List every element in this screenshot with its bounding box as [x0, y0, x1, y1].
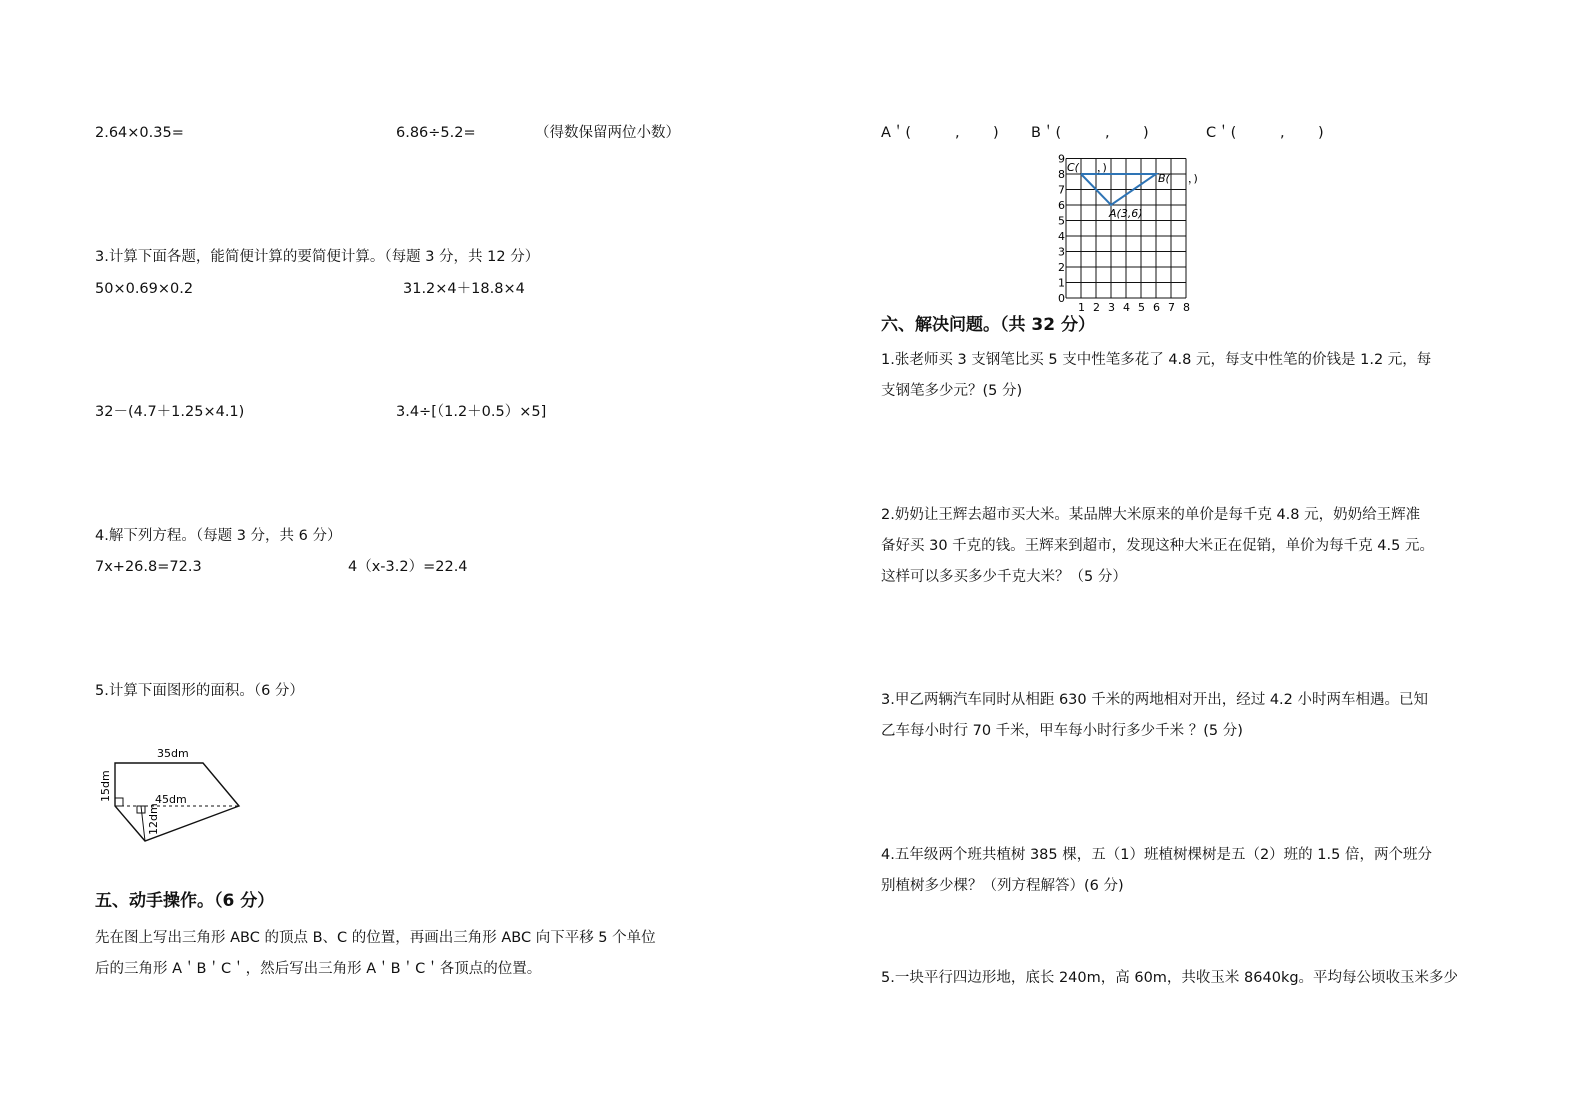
section-6-heading: 六、解决问题。（共 32 分） — [881, 315, 1095, 335]
q3-title: 3.计算下面各题，能简便计算的要简便计算。（每题 3 分，共 12 分） — [95, 249, 540, 265]
x-tick-label: 2 — [1093, 301, 1100, 314]
x-tick-label: 3 — [1108, 301, 1115, 314]
section-5-line-1: 先在图上写出三角形 ABC 的顶点 B、C 的位置，再画出三角形 ABC 向下平移 5 个单位 — [95, 930, 656, 946]
label-base: 45dm — [155, 793, 187, 806]
q3-expr-1: 50×0.69×0.2 — [95, 281, 194, 297]
problem-1-line-2: 支钢笔多少元？(5 分) — [881, 383, 1023, 399]
coord-b-prime-comma: , — [1105, 125, 1110, 141]
coord-b-prime-close: ) — [1143, 125, 1149, 141]
q4-title: 4.解下列方程。（每题 3 分，共 6 分） — [95, 528, 342, 544]
coord-a-prime: A＇( — [881, 125, 912, 141]
x-tick-label: 7 — [1168, 301, 1175, 314]
label-height: 12dm — [147, 803, 160, 835]
problem-5-line-1: 5.一块平行四边形地，底长 240m，高 60m，共收玉米 8640kg。平均每公顷收玉米多少 — [881, 970, 1459, 986]
q2-note: （得数保留两位小数） — [535, 125, 680, 141]
section-5-heading: 五、动手操作。（6 分） — [95, 891, 275, 911]
label-left: 15dm — [99, 770, 112, 802]
q4-equation-2: 4（x-3.2）=22.4 — [348, 559, 468, 575]
vertex-a-label: A(3,6) — [1109, 207, 1143, 220]
label-top: 35dm — [157, 747, 189, 760]
coord-a-prime-close: ) — [993, 125, 999, 141]
coord-c-prime-close: ) — [1318, 125, 1324, 141]
q4-equation-1: 7x+26.8=72.3 — [95, 559, 202, 575]
problem-3-line-1: 3.甲乙两辆汽车同时从相距 630 千米的两地相对开出，经过 4.2 小时两车相遇。已知 — [881, 692, 1429, 708]
coord-b-prime: B＇( — [1031, 125, 1062, 141]
right-angle-mark-1 — [115, 798, 123, 806]
coordinate-grid — [1050, 152, 1210, 318]
coord-c-prime-comma: , — [1280, 125, 1285, 141]
problem-2-line-3: 这样可以多买多少千克大米？（5 分） — [881, 569, 1127, 585]
x-tick-label: 4 — [1123, 301, 1130, 314]
problem-4-line-1: 4.五年级两个班共植树 385 棵，五（1）班植树棵树是五（2）班的 1.5 倍，两个班分 — [881, 847, 1432, 863]
problem-4-line-2: 别植树多少棵？（列方程解答）(6 分) — [881, 878, 1124, 894]
y-tick-label: 6 — [1058, 199, 1065, 212]
y-tick-label: 5 — [1058, 214, 1065, 228]
y-tick-label: 9 — [1058, 152, 1065, 166]
problem-3-line-2: 乙车每小时行 70 千米，甲车每小时行多少千米 ？(5 分) — [881, 723, 1243, 739]
problem-2-line-2: 备好买 30 千克的钱。王辉来到超市，发现这种大米正在促销，单价为每千克 4.5 元。 — [881, 538, 1434, 554]
q2-expr-1: 2.64×0.35= — [95, 125, 184, 141]
coord-a-prime-comma: , — [955, 125, 960, 141]
y-tick-label: 7 — [1058, 183, 1065, 197]
vertex-c-label: C( — [1067, 161, 1079, 174]
vertex-c-label-tail: ，) — [1097, 161, 1107, 174]
y-tick-label: 2 — [1058, 261, 1065, 274]
height-line — [141, 806, 145, 841]
y-tick-label: 3 — [1058, 245, 1065, 259]
vertex-b-label: B( — [1158, 172, 1170, 185]
coord-c-prime: C＇( — [1206, 125, 1237, 141]
x-tick-label: 1 — [1078, 301, 1085, 314]
q3-expr-4: 3.4÷[（1.2＋0.5）×5] — [396, 404, 547, 420]
q5-title: 5.计算下面图形的面积。（6 分） — [95, 683, 304, 699]
problem-1-line-1: 1.张老师买 3 支钢笔比买 5 支中性笔多花了 4.8 元，每支中性笔的价钱是 1.2 元，每 — [881, 352, 1432, 368]
q3-expr-3: 32－(4.7＋1.25×4.1) — [95, 404, 245, 420]
x-tick-label: 8 — [1183, 301, 1190, 314]
y-tick-label: 4 — [1058, 230, 1065, 243]
vertex-b-label-tail: ，) — [1188, 172, 1198, 185]
y-tick-label: 0 — [1058, 292, 1065, 305]
q3-expr-2: 31.2×4＋18.8×4 — [403, 281, 525, 297]
x-tick-label: 6 — [1153, 301, 1160, 314]
y-tick-label: 1 — [1058, 276, 1065, 290]
q2-expr-2: 6.86÷5.2= — [396, 125, 476, 141]
y-tick-label: 8 — [1058, 168, 1065, 181]
area-figure — [95, 740, 255, 850]
section-5-line-2: 后的三角形 A＇B＇C＇，然后写出三角形 A＇B＇C＇各顶点的位置。 — [95, 961, 542, 977]
problem-2-line-1: 2.奶奶让王辉去超市买大米。某品牌大米原来的单价是每千克 4.8 元，奶奶给王辉准 — [881, 507, 1421, 523]
x-tick-label: 5 — [1138, 301, 1145, 314]
